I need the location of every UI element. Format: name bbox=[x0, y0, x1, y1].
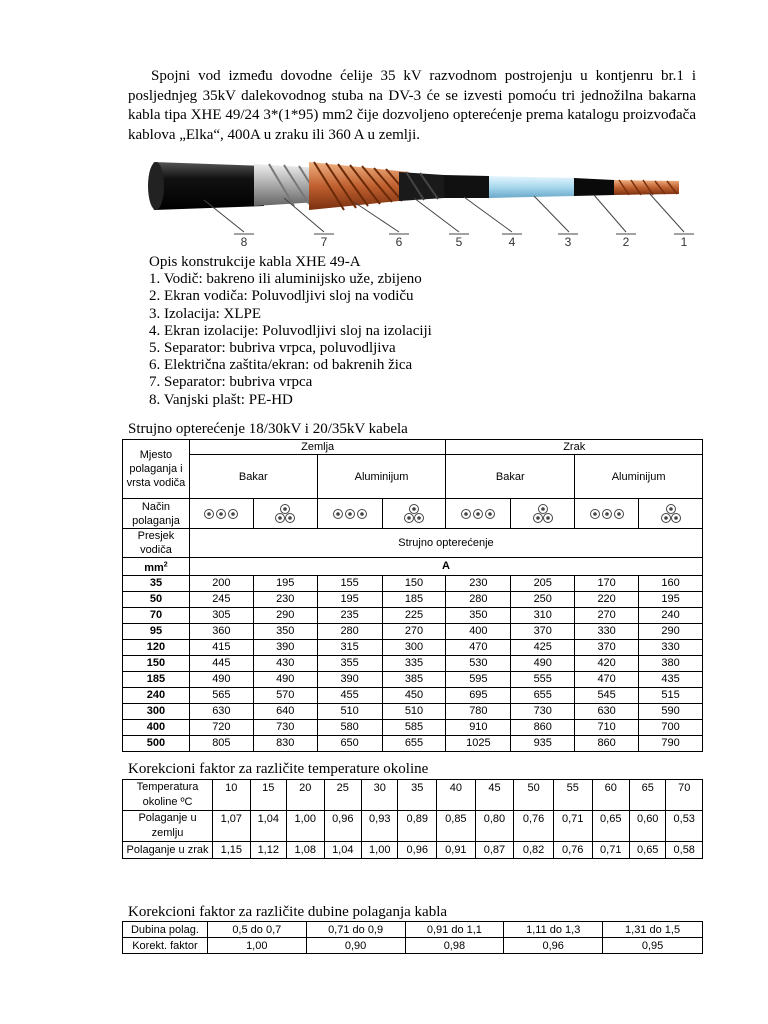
current-value-cell: 730 bbox=[253, 719, 317, 735]
unit-mm2: $mm^2$ bbox=[123, 558, 190, 576]
header-strujno: Strujno opterećenje bbox=[189, 529, 702, 558]
current-value-cell: 330 bbox=[639, 639, 703, 655]
current-value-cell: 195 bbox=[253, 575, 317, 591]
temp-factor-cell: 0,82 bbox=[514, 842, 554, 859]
depth-cell: 0,71 do 0,9 bbox=[306, 922, 405, 938]
current-value-cell: 160 bbox=[639, 575, 703, 591]
depth-factor-cell: 1,00 bbox=[207, 938, 306, 954]
current-value-cell: 220 bbox=[575, 591, 639, 607]
temp-factor-cell: 0,96 bbox=[324, 811, 362, 842]
current-value-cell: 240 bbox=[639, 607, 703, 623]
current-value-cell: 200 bbox=[189, 575, 253, 591]
depth-factor-cell: 0,90 bbox=[306, 938, 405, 954]
cross-section-cell: 95 bbox=[123, 623, 190, 639]
table-row bbox=[123, 842, 703, 859]
current-value-cell: 860 bbox=[575, 735, 639, 751]
description-item: 2. Ekran vodiča: Poluvodljivi sloj na vodiču bbox=[149, 288, 414, 305]
description-item: 8. Vanjski plašt: PE-HD bbox=[149, 391, 293, 408]
cable-cross-section-illustration bbox=[144, 140, 704, 252]
current-value-cell: 355 bbox=[317, 655, 382, 671]
current-value-cell: 230 bbox=[253, 591, 317, 607]
temp-header-cell: 35 bbox=[398, 780, 437, 811]
current-value-cell: 1025 bbox=[446, 735, 511, 751]
temp-factor-cell: 0,65 bbox=[592, 811, 630, 842]
current-value-cell: 235 bbox=[317, 607, 382, 623]
table-row bbox=[123, 703, 703, 719]
current-table-caption: Strujno opterećenje 18/30kV i 20/35kV kabela bbox=[128, 421, 408, 437]
temp-factor-cell: 0,76 bbox=[553, 842, 592, 859]
current-value-cell: 515 bbox=[639, 687, 703, 703]
current-value-cell: 280 bbox=[446, 591, 511, 607]
table-row bbox=[123, 811, 703, 842]
current-value-cell: 155 bbox=[317, 575, 382, 591]
current-value-cell: 435 bbox=[639, 671, 703, 687]
temp-header-cell: 70 bbox=[666, 780, 703, 811]
temp-factor-cell: 0,85 bbox=[437, 811, 476, 842]
cable-label-5: 5 bbox=[455, 235, 463, 249]
temp-factor-cell: 0,71 bbox=[592, 842, 630, 859]
description-item: 5. Separator: bubriva vrpca, poluvodljiva bbox=[149, 340, 396, 357]
cross-section-cell: 50 bbox=[123, 591, 190, 607]
header-zemlja: Zemlja bbox=[189, 440, 446, 455]
table-row bbox=[123, 780, 703, 811]
intro-paragraph: Spojni vod između dovodne ćelije 35 kV razvodnom postrojenju u kontjenru br.1 i posljednjeg 35kV dalekovodnog stuba na DV-3 će se izvesti pomoću tri jednožilna bakarna kabla tipa XHE 49/24 3*(1*95) mm2 čije dozvoljeno opterećenje prema katalogu proizvođača kablova „Elka“, 400A u zraku ili 360 A u zemlji. bbox=[128, 68, 696, 143]
cross-section-cell: 500 bbox=[123, 735, 190, 751]
table-row bbox=[123, 735, 703, 751]
current-value-cell: 420 bbox=[575, 655, 639, 671]
current-value-cell: 490 bbox=[253, 671, 317, 687]
cross-section-cell: 70 bbox=[123, 607, 190, 623]
depth-cell: 0,91 do 1,1 bbox=[405, 922, 504, 938]
depth-factor-cell: 0,96 bbox=[504, 938, 603, 954]
trefoil-laying-icon bbox=[639, 499, 703, 529]
current-value-cell: 370 bbox=[575, 639, 639, 655]
current-value-cell: 370 bbox=[511, 623, 575, 639]
current-value-cell: 565 bbox=[189, 687, 253, 703]
current-value-cell: 790 bbox=[639, 735, 703, 751]
flat-laying-icon bbox=[575, 499, 639, 529]
temp-factor-cell: 1,00 bbox=[287, 811, 325, 842]
flat-laying-icon bbox=[189, 499, 253, 529]
current-value-cell: 390 bbox=[317, 671, 382, 687]
current-value-cell: 390 bbox=[253, 639, 317, 655]
cross-section-cell: 300 bbox=[123, 703, 190, 719]
current-value-cell: 710 bbox=[575, 719, 639, 735]
current-value-cell: 585 bbox=[382, 719, 446, 735]
current-value-cell: 380 bbox=[639, 655, 703, 671]
current-value-cell: 315 bbox=[317, 639, 382, 655]
temp-header-cell: 60 bbox=[592, 780, 630, 811]
current-value-cell: 490 bbox=[511, 655, 575, 671]
current-value-cell: 195 bbox=[317, 591, 382, 607]
current-value-cell: 150 bbox=[382, 575, 446, 591]
header-zrak: Zrak bbox=[446, 440, 703, 455]
trefoil-laying-icon bbox=[253, 499, 317, 529]
trefoil-laying-icon bbox=[382, 499, 446, 529]
header-bakar: Bakar bbox=[446, 455, 575, 499]
temp-header-cell: 65 bbox=[630, 780, 666, 811]
current-value-cell: 415 bbox=[189, 639, 253, 655]
current-value-cell: 830 bbox=[253, 735, 317, 751]
current-value-cell: 590 bbox=[639, 703, 703, 719]
temp-factor-cell: 0,76 bbox=[514, 811, 554, 842]
depth-cell: 1,31 do 1,5 bbox=[603, 922, 703, 938]
temp-factor-cell: 1,00 bbox=[362, 842, 398, 859]
description-title: Opis konstrukcije kabla XHE 49-A bbox=[149, 254, 361, 270]
cable-label-7: 7 bbox=[320, 235, 328, 249]
cross-section-cell: 120 bbox=[123, 639, 190, 655]
current-value-cell: 290 bbox=[253, 607, 317, 623]
current-value-cell: 290 bbox=[639, 623, 703, 639]
temp-factor-cell: 0,89 bbox=[398, 811, 437, 842]
table-row bbox=[123, 938, 703, 954]
current-value-cell: 270 bbox=[382, 623, 446, 639]
header-place: Mjesto polaganja i vrsta vodiča bbox=[123, 440, 190, 499]
current-value-cell: 230 bbox=[446, 575, 511, 591]
depth-row-label: Dubina polag. bbox=[123, 922, 208, 938]
temp-factor-cell: 0,58 bbox=[666, 842, 703, 859]
header-nacin: Način polaganja bbox=[123, 499, 190, 529]
table-row bbox=[123, 922, 703, 938]
flat-laying-icon bbox=[317, 499, 382, 529]
current-value-cell: 470 bbox=[446, 639, 511, 655]
cross-section-cell: 150 bbox=[123, 655, 190, 671]
current-value-cell: 545 bbox=[575, 687, 639, 703]
flat-laying-icon bbox=[446, 499, 511, 529]
current-value-cell: 695 bbox=[446, 687, 511, 703]
description-item: 4. Ekran izolacije: Poluvodljivi sloj na izolaciji bbox=[149, 322, 432, 339]
current-value-cell: 350 bbox=[253, 623, 317, 639]
temp-factor-cell: 0,65 bbox=[630, 842, 666, 859]
current-value-cell: 935 bbox=[511, 735, 575, 751]
cable-label-2: 2 bbox=[622, 235, 630, 249]
temp-factor-cell: 0,60 bbox=[630, 811, 666, 842]
current-value-cell: 805 bbox=[189, 735, 253, 751]
cable-label-6: 6 bbox=[395, 235, 403, 249]
temp-factor-cell: 0,80 bbox=[475, 811, 514, 842]
current-value-cell: 350 bbox=[446, 607, 511, 623]
current-value-cell: 530 bbox=[446, 655, 511, 671]
temp-header-cell: 30 bbox=[362, 780, 398, 811]
current-value-cell: 335 bbox=[382, 655, 446, 671]
header-presjek: Presjek vodiča bbox=[123, 529, 190, 558]
temp-header-cell: 10 bbox=[213, 780, 251, 811]
current-value-cell: 300 bbox=[382, 639, 446, 655]
current-value-cell: 630 bbox=[575, 703, 639, 719]
depth-factor-cell: 0,98 bbox=[405, 938, 504, 954]
current-value-cell: 430 bbox=[253, 655, 317, 671]
current-value-cell: 425 bbox=[511, 639, 575, 655]
temp-header-cell: 15 bbox=[250, 780, 286, 811]
cable-label-4: 4 bbox=[508, 235, 516, 249]
header-aluminijum: Aluminijum bbox=[317, 455, 446, 499]
current-value-cell: 455 bbox=[317, 687, 382, 703]
current-value-cell: 910 bbox=[446, 719, 511, 735]
depth-factor-cell: 0,95 bbox=[603, 938, 703, 954]
current-value-cell: 730 bbox=[511, 703, 575, 719]
table-row bbox=[123, 607, 703, 623]
current-value-cell: 400 bbox=[446, 623, 511, 639]
current-value-cell: 225 bbox=[382, 607, 446, 623]
cable-label-3: 3 bbox=[564, 235, 572, 249]
current-value-cell: 450 bbox=[382, 687, 446, 703]
unit-a: A bbox=[189, 558, 702, 576]
depth-cell: 1,11 do 1,3 bbox=[504, 922, 603, 938]
temp-header-cell: 55 bbox=[553, 780, 592, 811]
current-value-cell: 510 bbox=[317, 703, 382, 719]
description-item: 7. Separator: bubriva vrpca bbox=[149, 374, 313, 391]
temp-row-label: Polaganje u zemlju bbox=[123, 811, 213, 842]
description-item: 1. Vodič: bakreno ili aluminijsko uže, zbijeno bbox=[149, 271, 422, 288]
depth-row-label: Korekt. faktor bbox=[123, 938, 208, 954]
current-value-cell: 445 bbox=[189, 655, 253, 671]
current-value-cell: 250 bbox=[511, 591, 575, 607]
current-value-cell: 490 bbox=[189, 671, 253, 687]
temp-table-caption: Korekcioni faktor za različite temperature okoline bbox=[128, 761, 429, 777]
table-row bbox=[123, 575, 703, 591]
table-row bbox=[123, 655, 703, 671]
temp-factor-cell: 0,53 bbox=[666, 811, 703, 842]
current-value-cell: 330 bbox=[575, 623, 639, 639]
trefoil-laying-icon bbox=[511, 499, 575, 529]
header-bakar: Bakar bbox=[189, 455, 317, 499]
temp-header-cell: 40 bbox=[437, 780, 476, 811]
table-row bbox=[123, 591, 703, 607]
current-value-cell: 310 bbox=[511, 607, 575, 623]
temp-row-label: Polaganje u zrak bbox=[123, 842, 213, 859]
description-item: 6. Električna zaštita/ekran: od bakrenih žica bbox=[149, 357, 413, 374]
temp-factor-cell: 1,12 bbox=[250, 842, 286, 859]
temp-factor-cell: 0,87 bbox=[475, 842, 514, 859]
current-value-cell: 860 bbox=[511, 719, 575, 735]
depth-correction-table bbox=[122, 921, 703, 954]
depth-table-caption: Korekcioni faktor za različite dubine polaganja kabla bbox=[128, 904, 448, 920]
temperature-correction-table bbox=[122, 779, 703, 859]
current-capacity-table bbox=[122, 439, 703, 752]
current-value-cell: 170 bbox=[575, 575, 639, 591]
current-value-cell: 245 bbox=[189, 591, 253, 607]
cable-label-1: 1 bbox=[680, 235, 688, 249]
temp-header-label: Temperatura okoline ºC bbox=[123, 780, 213, 811]
current-value-cell: 595 bbox=[446, 671, 511, 687]
temp-factor-cell: 1,04 bbox=[324, 842, 362, 859]
current-value-cell: 280 bbox=[317, 623, 382, 639]
temp-factor-cell: 0,93 bbox=[362, 811, 398, 842]
depth-cell: 0,5 do 0,7 bbox=[207, 922, 306, 938]
current-value-cell: 470 bbox=[575, 671, 639, 687]
table-row bbox=[123, 719, 703, 735]
current-value-cell: 650 bbox=[317, 735, 382, 751]
cross-section-cell: 240 bbox=[123, 687, 190, 703]
current-value-cell: 185 bbox=[382, 591, 446, 607]
temp-factor-cell: 0,91 bbox=[437, 842, 476, 859]
table-row bbox=[123, 687, 703, 703]
temp-factor-cell: 1,15 bbox=[213, 842, 251, 859]
current-value-cell: 555 bbox=[511, 671, 575, 687]
current-value-cell: 655 bbox=[511, 687, 575, 703]
description-item: 3. Izolacija: XLPE bbox=[149, 305, 262, 322]
cross-section-cell: 400 bbox=[123, 719, 190, 735]
current-value-cell: 630 bbox=[189, 703, 253, 719]
temp-header-cell: 25 bbox=[324, 780, 362, 811]
temp-header-cell: 20 bbox=[287, 780, 325, 811]
current-value-cell: 570 bbox=[253, 687, 317, 703]
cable-description bbox=[149, 254, 432, 409]
temp-factor-cell: 1,08 bbox=[287, 842, 325, 859]
current-value-cell: 205 bbox=[511, 575, 575, 591]
current-value-cell: 360 bbox=[189, 623, 253, 639]
header-aluminijum: Aluminijum bbox=[575, 455, 703, 499]
cable-label-8: 8 bbox=[240, 235, 248, 249]
current-value-cell: 580 bbox=[317, 719, 382, 735]
current-value-cell: 700 bbox=[639, 719, 703, 735]
table-row bbox=[123, 639, 703, 655]
temp-header-cell: 45 bbox=[475, 780, 514, 811]
current-value-cell: 780 bbox=[446, 703, 511, 719]
current-value-cell: 640 bbox=[253, 703, 317, 719]
current-value-cell: 305 bbox=[189, 607, 253, 623]
table-row bbox=[123, 623, 703, 639]
temp-factor-cell: 0,96 bbox=[398, 842, 437, 859]
temp-header-cell: 50 bbox=[514, 780, 554, 811]
current-value-cell: 385 bbox=[382, 671, 446, 687]
table-row bbox=[123, 671, 703, 687]
current-value-cell: 720 bbox=[189, 719, 253, 735]
temp-factor-cell: 1,07 bbox=[213, 811, 251, 842]
temp-factor-cell: 0,71 bbox=[553, 811, 592, 842]
current-value-cell: 510 bbox=[382, 703, 446, 719]
current-value-cell: 270 bbox=[575, 607, 639, 623]
temp-factor-cell: 1,04 bbox=[250, 811, 286, 842]
cross-section-cell: 185 bbox=[123, 671, 190, 687]
current-value-cell: 195 bbox=[639, 591, 703, 607]
current-value-cell: 655 bbox=[382, 735, 446, 751]
cross-section-cell: 35 bbox=[123, 575, 190, 591]
